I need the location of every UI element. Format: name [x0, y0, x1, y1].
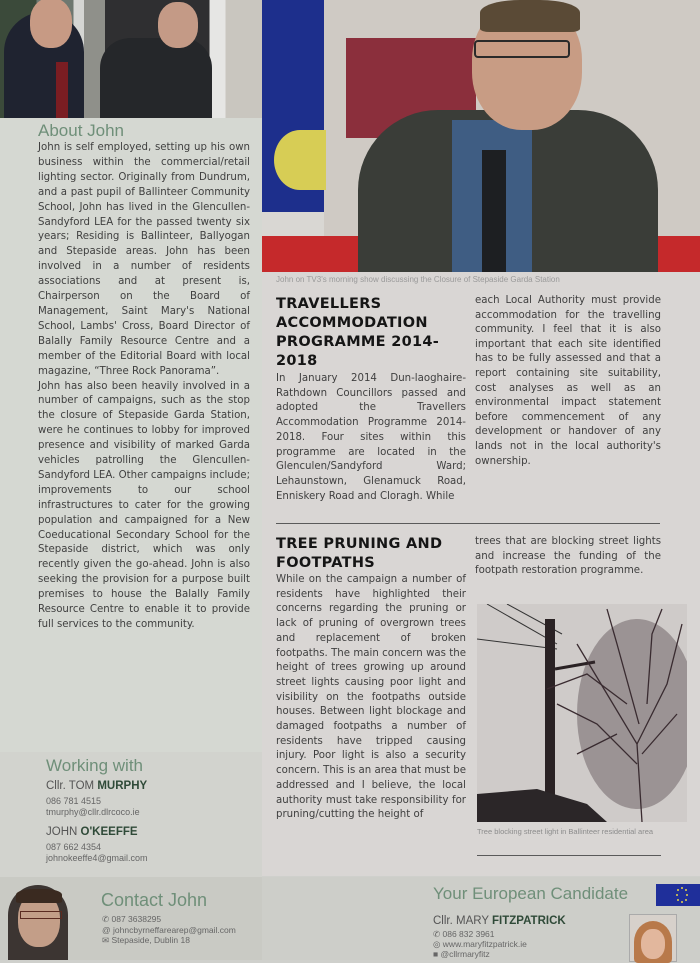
phone-icon: ✆	[433, 929, 441, 939]
contact-email[interactable]: johnokeeffe4@gmail.com	[46, 853, 148, 863]
tv-photo-caption: John on TV3's morning show discussing the Closure of Stepaside Garda Station	[276, 275, 560, 284]
photo-tree-blocking-street-light	[477, 604, 687, 822]
travellers-col2: each Local Authority must provide accommodation for the travelling community. I feel that it is also important that each site identified has to be fully assessed and that a report containing site suitability, cost analyses as well as an environmental impact statement before commencement of any development or handover of any lands not in the local authority's ownership.	[475, 295, 661, 467]
candidate-name: Cllr. MARY FITZPATRICK	[433, 915, 566, 927]
travellers-col1: In January 2014 Dun-laoghaire-Rathdown Councillors passed and adopted the Travellers Accommodation Programme 2014-2018. Four sites within this programme are located in the Glenculen/Sandyford Ward; Lehaunstown, Glenamuck Road, Enniskery Road and Cloragh. While	[276, 373, 466, 502]
phone-icon: ✆	[102, 914, 110, 924]
contact-john-address-row: ✉ Stepaside, Dublin 18	[102, 935, 190, 945]
candidate-details	[433, 929, 633, 959]
tree-col1: While on the campaign a number of residents have highlighted their concerns regarding the pruning or lack of pruning of overgrown trees and replacement of broken footpaths. The main concern was the height of trees growing up around street lights causing poor light and visibility on the footpaths outside houses. Between light blockage and damaged footpaths a number of residents have tripped causing injury. Poor light is also a security concern. This is an area that must be addressed and I believe, the local authority must take responsibility for pruning/cutting the height of	[276, 574, 467, 821]
photo-john-on-tv3	[262, 0, 700, 272]
contact-email[interactable]: tmurphy@cllr.dlrcoco.ie	[46, 807, 140, 817]
tree-col2: trees that are blocking street lights and increase the funding of the footpath restoration programme.	[475, 536, 661, 577]
social-icon: ■	[433, 949, 439, 959]
tree-photo-caption: Tree blocking street light in Ballinteer residential area	[477, 827, 654, 836]
contact-john-email-row[interactable]: @ johncbyrneffarearep@gmail.com	[102, 924, 236, 935]
about-title: About John	[38, 121, 125, 140]
working-with-title: Working with	[46, 756, 143, 775]
envelope-icon: ✉	[102, 935, 110, 945]
contact-name: JOHN O'KEEFFE	[46, 826, 138, 838]
at-icon: @	[102, 924, 111, 935]
candidate-phone-row: ✆ 086 832 3961	[433, 929, 495, 939]
contact-john-details	[102, 914, 236, 946]
globe-icon: ◎	[433, 939, 441, 949]
european-candidate-title: Your European Candidate	[433, 884, 629, 903]
candidate-website-row[interactable]: ◎ www.maryfitzpatrick.ie	[433, 939, 527, 949]
photo-mary-fitzpatrick	[629, 914, 677, 962]
about-paragraph-2: John has also been heavily involved in a number of campaigns, such as the stop the closure of Stepaside Garda Station, were he continues to lobby for improved presence and visibility of marked Garda vehicles patrolling the Glencullen-Sandyford LEA. Other campaigns include; improvements to our school infrastructures to cater for the growing population and campaigned for a New Coeducational Secondary School for the Stepaside district, which was only recently given the go-ahead. John is also seeking the provision for a purpose built premises to house the Balally Family Resource Centre to enable it to provide full services to the community.	[38, 380, 250, 630]
contact-john-okeeffe	[46, 826, 256, 864]
photo-john-with-resident	[0, 0, 262, 118]
contact-john-title: Contact John	[101, 890, 208, 910]
candidate-social-row[interactable]: ■ @cllrmaryfitz	[433, 949, 490, 959]
eu-flag-icon	[656, 884, 700, 906]
about-paragraph-1: John is self employed, setting up his own business within the commercial/retail lighting sector. Originally from Dundrum, and a past pupil of Ballinteer Community School, John has lived in the Glencullen-Sandyford LEA for the passed twenty six years; Residing is Ballinteer, Ballyogan and Stepaside areas. John has been involved in a number of residents associations and at present is, Chairperson on the Board of Management, Saint Mary's National School, Lambs' Cross, Board Director of Balally Family Resource Centre and a member of the Editorial Board with local magazine, “Three Rock Panorama”.	[38, 142, 250, 377]
about-body	[38, 141, 250, 633]
caption-divider	[477, 855, 661, 856]
mary-fitzpatrick-contact	[433, 915, 633, 959]
contact-tom-murphy	[46, 780, 256, 818]
photo-john-portrait	[8, 885, 68, 960]
contact-john-phone-row: ✆ 087 3638295	[102, 914, 162, 924]
contact-phone: 087 662 4354	[46, 842, 102, 852]
contact-phone: 086 781 4515	[46, 796, 102, 806]
travellers-headline: TRAVELLERS ACCOMMODATION PROGRAMME 2014-2018	[276, 296, 440, 369]
tree-headline: TREE PRUNING AND FOOTPATHS	[276, 536, 443, 571]
section-divider	[276, 523, 660, 524]
contact-name: Cllr. TOM MURPHY	[46, 780, 148, 792]
